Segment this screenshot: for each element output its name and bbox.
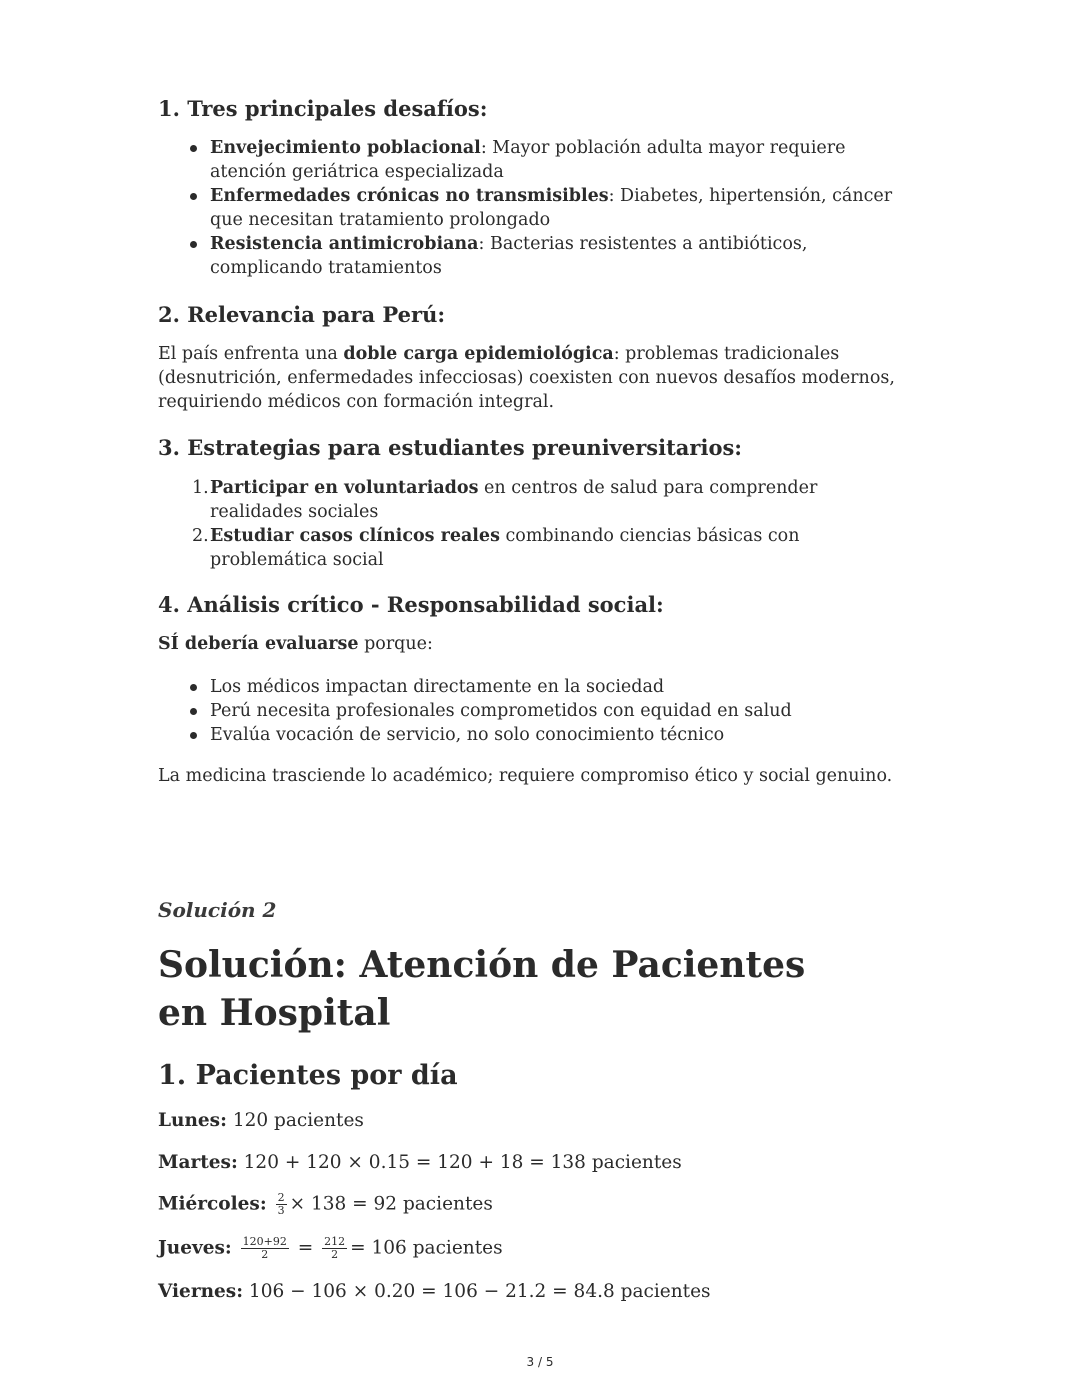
fraction: $\frac{212}{2}$ [324, 1235, 346, 1261]
monday-line: Lunes: 120 pacientes [158, 1110, 364, 1131]
list-item: 2. Estudiar casos clínicos reales combinando ciencias básicas con problemática social [192, 526, 800, 570]
section-3-heading: 3. Estrategias para estudiantes preuniversitarios: [158, 435, 743, 460]
section-1-heading: 1. Tres principales desafíos: [158, 96, 488, 121]
tuesday-line: Martes: 120 + 120 × 0.15 = 120 + 18 = 138 pacientes [158, 1152, 682, 1173]
challenges-list [210, 136, 910, 280]
fraction: $\frac{2}{3}$ [277, 1191, 285, 1217]
section-2-heading: 2. Relevancia para Perú: [158, 302, 446, 327]
evaluation-lead: SÍ debería evaluarse porque: [158, 634, 433, 654]
friday-line: Viernes: 106 − 106 × 0.20 = 106 − 21.2 = 84.8 pacientes [158, 1281, 711, 1302]
list-item: Evalúa vocación de servicio, no solo conocimiento técnico [210, 723, 910, 747]
relevance-paragraph: El país enfrenta una doble carga epidemiológica: problemas tradicionales (desnutrición, enfermedades infecciosas) coexisten con nuevos desafíos modernos, requiriendo médicos con formación integral. [158, 344, 895, 412]
list-item: Los médicos impactan directamente en la sociedad [210, 675, 910, 699]
solution-subtitle: 1. Pacientes por día [158, 1060, 458, 1091]
list-item: 1. Participar en voluntariados en centros de salud para comprender realidades sociales [192, 478, 818, 522]
list-item: Perú necesita profesionales comprometidos con equidad en salud [210, 699, 910, 723]
section-4-heading: 4. Análisis crítico - Responsabilidad social: [158, 592, 664, 617]
thursday-line: Jueves: $\frac{120+92}{2}$ = $\frac{212}{2}$ = 106 pacientes [158, 1235, 503, 1261]
page-number: 3 / 5 [526, 1355, 554, 1369]
strategies-list [192, 476, 910, 572]
list-item: Envejecimiento poblacional: Mayor población adulta mayor requiere atención geriátrica especializada [210, 136, 910, 184]
fraction: $\frac{120+92}{2}$ [242, 1235, 287, 1261]
reasons-list [210, 675, 910, 747]
solution-label: Solución 2 [158, 898, 277, 922]
solution-title: Solución: Atención de Pacientes en Hospital [158, 944, 806, 1034]
closing-paragraph: La medicina trasciende lo académico; requiere compromiso ético y social genuino. [158, 766, 893, 786]
wednesday-line: Miércoles: $\frac{2}{3}$ × 138 = 92 pacientes [158, 1191, 493, 1217]
list-item: Resistencia antimicrobiana: Bacterias resistentes a antibióticos, complicando tratamientos [210, 232, 910, 280]
list-item: Enfermedades crónicas no transmisibles: Diabetes, hipertensión, cáncer que necesitan tratamiento prolongado [210, 184, 910, 232]
